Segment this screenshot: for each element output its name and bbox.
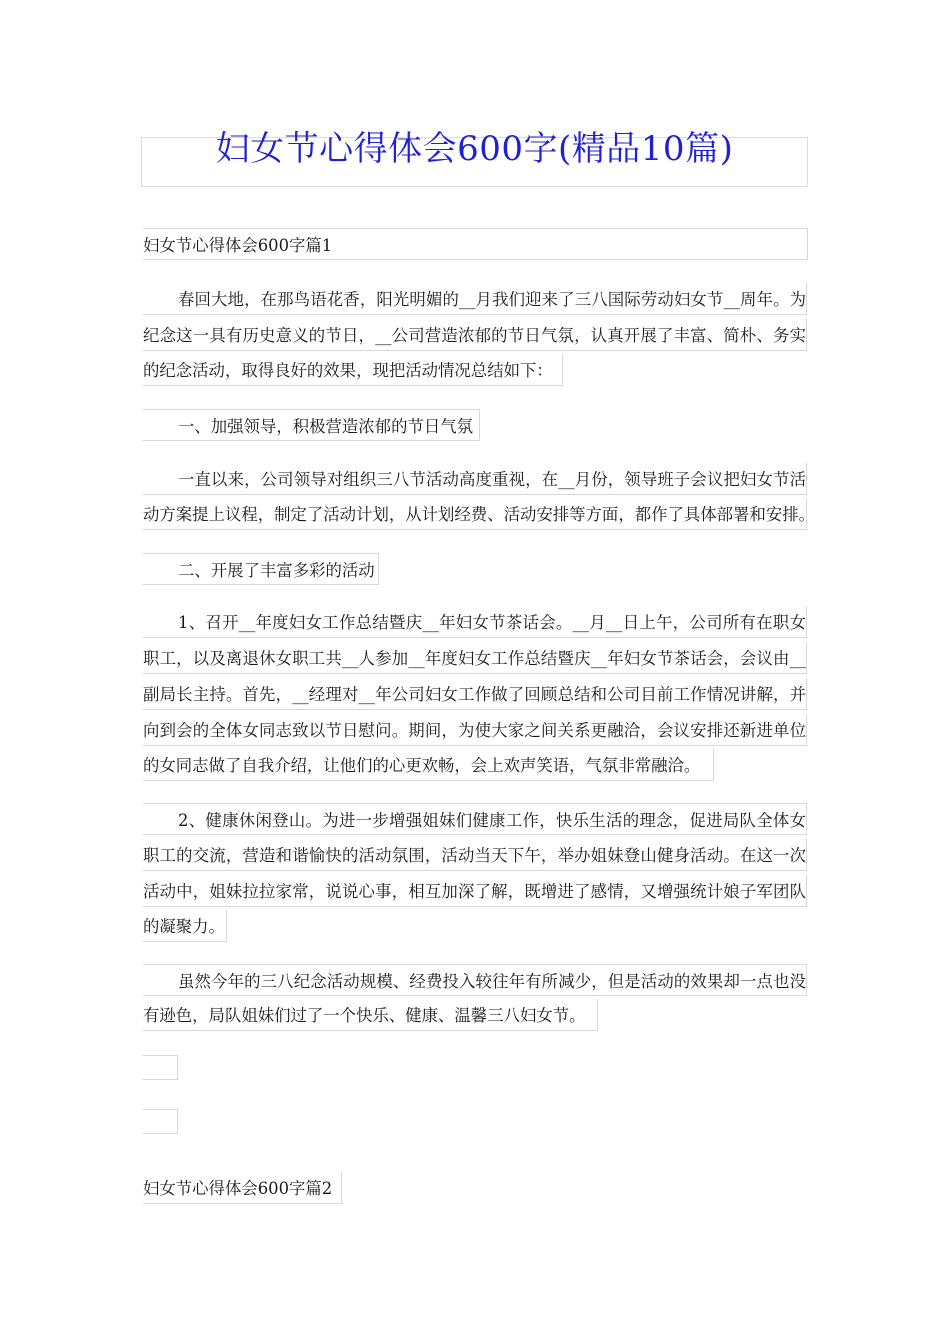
paragraph-1-line-1: 春回大地，在那鸟语花香，阳光明媚的__月我们迎来了三八国际劳动妇女节__周年。为 <box>143 283 807 315</box>
paragraph-4-line-2: 职工的交流，营造和谐愉快的活动氛围，活动当天下午，举办姐妹登山健身活动。在这一次 <box>143 839 807 871</box>
empty-line-1 <box>143 1055 178 1080</box>
paragraph-3-line-4: 向到会的全体女同志致以节日慰问。期间，为使大家之间关系更融洽，会议安排还新进单位 <box>143 714 807 746</box>
subheading-2: 二、开展了丰富多彩的活动 <box>143 553 379 585</box>
paragraph-4-line-1: 2、健康休闲登山。为进一步增强姐妹们健康工作，快乐生活的理念，促进局队全体女 <box>143 803 807 835</box>
paragraph-4-line-4: 的凝聚力。 <box>143 910 227 942</box>
subheading-1: 一、加强领导，积极营造浓郁的节日气氛 <box>143 409 480 441</box>
paragraph-3-line-1: 1、召开__年度妇女工作总结暨庆__年妇女节茶话会。__月__日上午，公司所有在职女 <box>143 606 807 638</box>
paragraph-3-line-2: 职工，以及离退休女职工共__人参加__年度妇女工作总结暨庆__年妇女节茶话会，会议由__ <box>143 642 807 674</box>
paragraph-5-line-1: 虽然今年的三八纪念活动规模、经费投入较往年有所减少，但是活动的效果却一点也没 <box>143 964 807 996</box>
paragraph-1-line-3: 的纪念活动，取得良好的效果，现把活动情况总结如下： <box>143 354 563 386</box>
paragraph-5-line-2: 有逊色，局队姐妹们过了一个快乐、健康、温馨三八妇女节。 <box>143 999 598 1031</box>
document-title: 妇女节心得体会600字(精品10篇) <box>215 129 734 169</box>
paragraph-4-line-3: 活动中，姐妹拉拉家常，说说心事，相互加深了解，既增进了感情，又增强统计娘子军团队 <box>143 875 807 907</box>
paragraph-2-line-2: 动方案提上议程，制定了活动计划，从计划经费、活动安排等方面，都作了具体部署和安排。 <box>143 498 807 530</box>
paragraph-2-line-1: 一直以来，公司领导对组织三八节活动高度重视，在__月份，领导班子会议把妇女节活 <box>143 463 807 495</box>
section-heading-2: 妇女节心得体会600字篇2 <box>143 1172 342 1204</box>
paragraph-3-line-3: 副局长主持。首先，__经理对__年公司妇女工作做了回顾总结和公司目前工作情况讲解，并 <box>143 678 807 710</box>
paragraph-1-line-2: 纪念这一具有历史意义的节日，__公司营造浓郁的节日气氛，认真开展了丰富、简朴、务实 <box>143 319 807 351</box>
section-heading-1: 妇女节心得体会600字篇1 <box>143 228 808 260</box>
empty-line-2 <box>143 1109 178 1134</box>
paragraph-3-line-5: 的女同志做了自我介绍，让他们的心更欢畅，会上欢声笑语，气氛非常融洽。 <box>143 749 714 781</box>
